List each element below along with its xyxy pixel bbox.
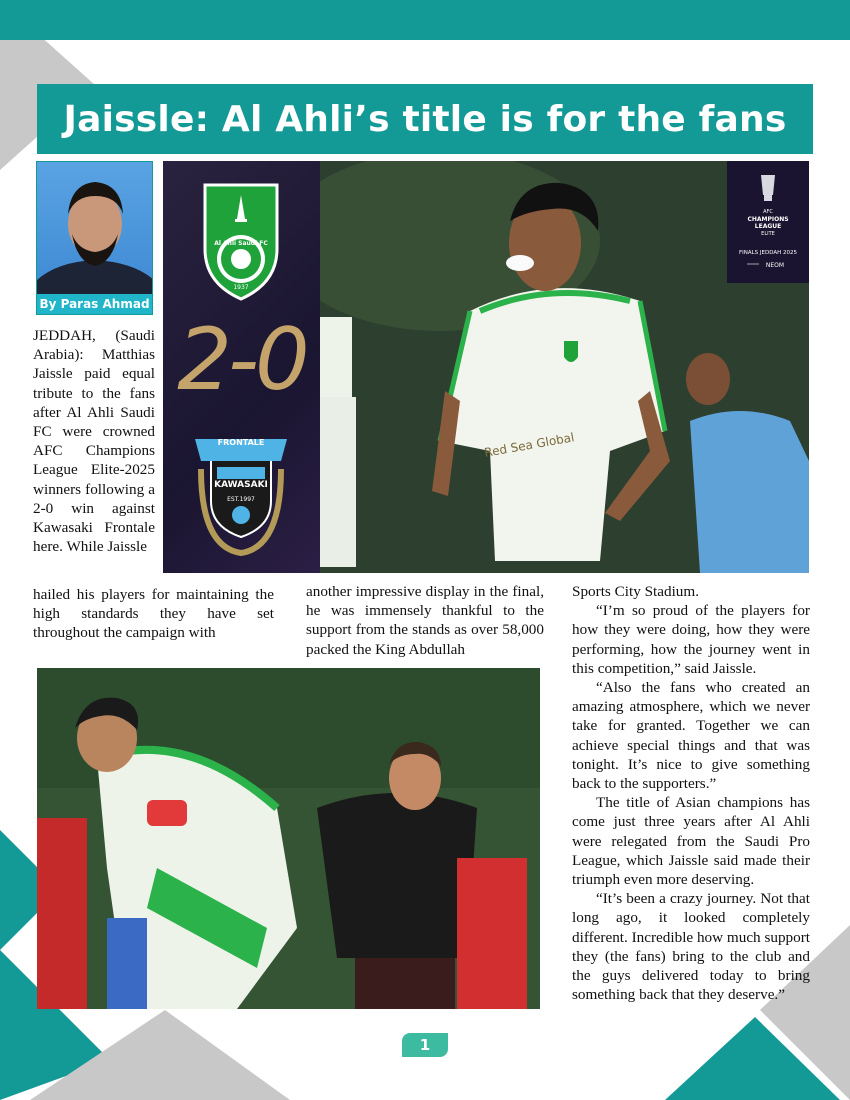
kawasaki-est-text: EST.1997	[227, 496, 255, 503]
trophy-icon	[727, 161, 809, 283]
al-ahli-crest-text: Al Ahli Saudi FC	[214, 240, 268, 247]
kawasaki-banner-text: FRONTALE	[217, 438, 265, 447]
page-number: 1	[402, 1033, 448, 1057]
al-ahli-crest-year: 1937	[233, 284, 249, 291]
article-paragraph: Sports City Stadium.	[572, 583, 700, 600]
byline: By Paras Ahmad	[37, 294, 152, 314]
author-silhouette	[37, 162, 153, 315]
al-ahli-crest	[201, 179, 281, 301]
badge-line2: CHAMPIONS	[747, 216, 789, 223]
author-photo	[36, 161, 153, 315]
article-lead-wide: hailed his players for maintaining the high standards they have set throughout the campaign with	[33, 586, 274, 642]
celebration-photo	[37, 668, 540, 1009]
badge-line4: ELITE	[761, 231, 775, 237]
article-paragraph: The title of Asian champions has come just three years after Al Ahli were relegated from the Saudi Pro League, which Jaissle said made their triumph even more deserving.	[572, 794, 810, 889]
article-column-2: another impressive display in the final, he was immensely thankful to the support from the stands as over 58,000 packed the King Abdullah	[306, 583, 544, 658]
score-panel	[163, 161, 320, 573]
headline: Jaissle: Al Ahli’s title is for the fans	[63, 98, 787, 140]
article-paragraph: “It’s been a crazy journey. Not that long ago, it looked completely different. Incredible how much support they (the fans) bring to the club and the guys delivered today to bring something back that they deserve.”	[572, 890, 811, 1004]
article-paragraph: “Also the fans who created an amazing atmosphere, which we never take for granted. Together we can achieve special things and that was tonight. It’s nice to give something back to the supporters.”	[572, 679, 810, 793]
jersey-sponsor-text: Red Sea Global	[483, 430, 576, 460]
badge-line1: AFC	[763, 209, 773, 215]
article-column-3	[572, 582, 810, 1004]
badge-sponsor: NEOM	[765, 262, 785, 269]
badge-line3: LEAGUE	[754, 223, 782, 230]
celebration-photo-illustration	[37, 668, 540, 1009]
article-lead-narrow: JEDDAH, (Saudi Arabia): Matthias Jaissle paid equal tribute to the fans after Al Ahli Saudi FC were crowned AFC Champions League Elite-2025 winners following a 2-0 win against Kawasaki Frontale here. While Jaissle	[33, 327, 155, 556]
top-band	[0, 0, 850, 40]
match-hero-photo	[320, 161, 809, 573]
badge-line5: FINALS JEDDAH 2025	[738, 250, 798, 256]
kawasaki-name-text: KAWASAKI	[214, 480, 268, 490]
match-score: 2-0	[177, 310, 306, 410]
article-paragraph: “I’m so proud of the players for how they were doing, how they were performing, how the journey went in this competition,” said Jaissle.	[572, 602, 810, 677]
competition-badge	[727, 161, 809, 283]
kawasaki-crest	[191, 429, 291, 557]
headline-bar	[37, 84, 813, 154]
